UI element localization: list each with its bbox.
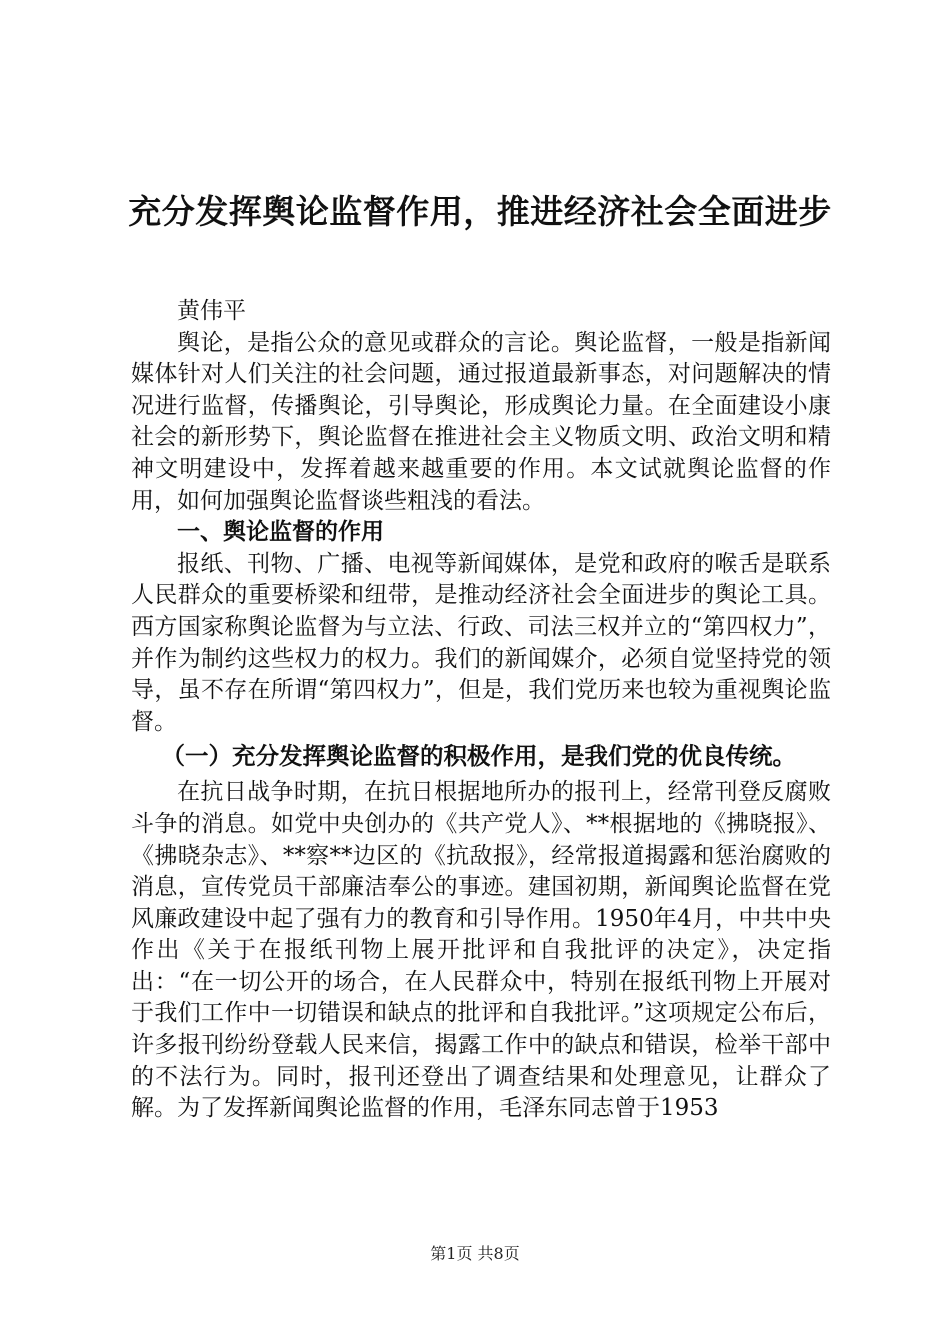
author-line: 黄伟平 (177, 298, 246, 324)
section-1-paragraph: 报纸、刊物、广播、电视等新闻媒体，是党和政府的喉舌是联系人民群众的重要桥梁和纽带，是推动经济社会全面进步的舆论工具。西方国家称舆论监督为与立法、行政、司法三权并立的“第四权力”，并作为制约这些权力的权力。我们的新闻媒介，必须自觉坚持党的领导，虽不存在所谓“第四权力”，但是，我们党历来也较为重视舆论监督。 (131, 550, 831, 735)
intro-paragraph: 舆论，是指公众的意见或群众的言论。舆论监督，一般是指新闻媒体针对人们关注的社会问题，通过报道最新事态，对问题解决的情况进行监督，传播舆论，引导舆论，形成舆论力量。在全面建设小康社会的新形势下，舆论监督在推进社会主义物质文明、政治文明和精神文明建设中，发挥着越来越重要的作用。本文试就舆论监督的作用，如何加强舆论监督谈些粗浅的看法。 (131, 329, 831, 514)
document-body (131, 296, 831, 1125)
section-heading-1: 一、舆论监督的作用 (177, 519, 384, 546)
subsection-heading-1: （一）充分发挥舆论监督的积极作用，是我们党的优良传统。 (161, 742, 797, 771)
page-footer: 第1页 共8页 (430, 1244, 520, 1263)
subsection-1-paragraph: 在抗日战争时期，在抗日根据地所办的报刊上，经常刊登反腐败斗争的消息。如党中央创办的《共产党人》、**根据地的《拂晓报》、《拂晓杂志》、**察**边区的《抗敌报》，经常报道揭露和惩治腐败的消息，宣传党员干部廉洁奉公的事迹。建国初期，新闻舆论监督在党风廉政建设中起了强有力的教育和引导作用。1950年4月，中共中央作出《关于在报纸刊物上展开批评和自我批评的决定》，决定指出：“在一切公开的场合，在人民群众中，特别在报纸刊物上开展对于我们工作中一切错误和缺点的批评和自我批评。”这项规定公布后，许多报刊纷纷登载人民来信，揭露工作中的缺点和错误，检举干部中的不法行为。同时，报刊还登出了调查结果和处理意见，让群众了解。为了发挥新闻舆论监督的作用，毛泽东同志曾于1953 (131, 779, 831, 1122)
document-title: 充分发挥舆论监督作用，推进经济社会全面进步 (128, 192, 832, 231)
